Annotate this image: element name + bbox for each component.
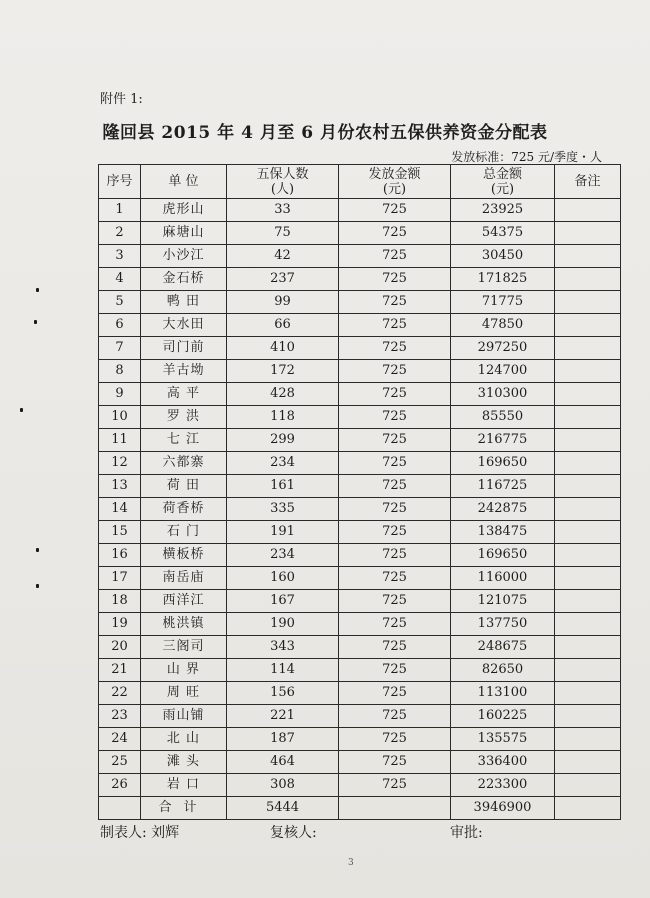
cell-count: 410 [227, 337, 339, 360]
cell-note [555, 705, 621, 728]
page-number: 3 [348, 858, 354, 868]
cell-amount: 725 [339, 222, 451, 245]
cell-count: 187 [227, 728, 339, 751]
cell-unit: 石 门 [141, 521, 227, 544]
cell-note [555, 314, 621, 337]
cell-note [555, 337, 621, 360]
cell-count: 42 [227, 245, 339, 268]
total-label: 合计 [141, 797, 227, 820]
cell-amount: 725 [339, 498, 451, 521]
cell-index: 26 [99, 774, 141, 797]
allocation-table [98, 164, 621, 820]
cell-unit: 荷 田 [141, 475, 227, 498]
cell-index: 19 [99, 613, 141, 636]
cell-amount: 725 [339, 521, 451, 544]
cell-amount: 725 [339, 268, 451, 291]
cell-count: 343 [227, 636, 339, 659]
cell-total: 242875 [451, 498, 555, 521]
cell-note [555, 728, 621, 751]
table-row [99, 429, 621, 452]
cell-note [555, 406, 621, 429]
cell-unit: 周 旺 [141, 682, 227, 705]
cell-unit: 麻塘山 [141, 222, 227, 245]
cell-unit: 山 界 [141, 659, 227, 682]
cell-amount: 725 [339, 728, 451, 751]
cell-total: 160225 [451, 705, 555, 728]
table-row [99, 475, 621, 498]
cell-total: 137750 [451, 613, 555, 636]
cell-note [555, 682, 621, 705]
cell-amount: 725 [339, 337, 451, 360]
table-row [99, 636, 621, 659]
table-row [99, 659, 621, 682]
cell-note [555, 751, 621, 774]
cell-unit: 横板桥 [141, 544, 227, 567]
cell-note [555, 774, 621, 797]
cell-amount: 725 [339, 544, 451, 567]
cell-note [555, 360, 621, 383]
cell-amount: 725 [339, 751, 451, 774]
cell-index: 18 [99, 590, 141, 613]
cell-index: 24 [99, 728, 141, 751]
cell-unit: 北 山 [141, 728, 227, 751]
cell-index: 17 [99, 567, 141, 590]
cell-total: 169650 [451, 452, 555, 475]
cell-count: 299 [227, 429, 339, 452]
table-body [99, 199, 621, 820]
table-row [99, 360, 621, 383]
cell-total: 297250 [451, 337, 555, 360]
cell-index: 21 [99, 659, 141, 682]
reviewer-label: 复核人: [270, 825, 317, 841]
cell-count: 234 [227, 544, 339, 567]
cell-count: 118 [227, 406, 339, 429]
cell-count: 191 [227, 521, 339, 544]
cell-total: 116000 [451, 567, 555, 590]
cell-unit: 金石桥 [141, 268, 227, 291]
header-count-line2: (人) [270, 181, 295, 197]
cell-total: 216775 [451, 429, 555, 452]
table-row [99, 314, 621, 337]
preparer-label: 制表人: 刘辉 [100, 825, 180, 841]
cell-amount: 725 [339, 452, 451, 475]
cell-index: 11 [99, 429, 141, 452]
table-row [99, 774, 621, 797]
cell-unit: 小沙江 [141, 245, 227, 268]
cell-total: 223300 [451, 774, 555, 797]
cell-total: 121075 [451, 590, 555, 613]
payment-standard: 发放标准：725 元/季度・人 [451, 150, 602, 164]
cell-index: 9 [99, 383, 141, 406]
cell-amount: 725 [339, 567, 451, 590]
total-row [99, 797, 621, 820]
cell-unit: 荷香桥 [141, 498, 227, 521]
cell-amount: 725 [339, 475, 451, 498]
header-note: 备注 [555, 165, 621, 199]
cell-amount: 725 [339, 199, 451, 222]
table-row [99, 590, 621, 613]
header-amount-line2: (元) [382, 181, 407, 197]
cell-index: 6 [99, 314, 141, 337]
cell-note [555, 383, 621, 406]
cell-index: 3 [99, 245, 141, 268]
cell-note [555, 544, 621, 567]
cell-unit: 三阁司 [141, 636, 227, 659]
cell-total: 23925 [451, 199, 555, 222]
cell-index: 15 [99, 521, 141, 544]
table-row [99, 337, 621, 360]
cell-note [555, 291, 621, 314]
cell-amount: 725 [339, 636, 451, 659]
cell-count: 156 [227, 682, 339, 705]
table-row [99, 498, 621, 521]
table-row [99, 452, 621, 475]
cell-amount: 725 [339, 590, 451, 613]
cell-amount: 725 [339, 682, 451, 705]
cell-unit: 虎形山 [141, 199, 227, 222]
header-total-line2: (元) [490, 181, 515, 197]
header-total [451, 165, 555, 199]
cell-unit: 岩 口 [141, 774, 227, 797]
table-row [99, 544, 621, 567]
cell-total: 71775 [451, 291, 555, 314]
cell-total: 248675 [451, 636, 555, 659]
cell-total: 47850 [451, 314, 555, 337]
cell-amount: 725 [339, 245, 451, 268]
cell-count: 75 [227, 222, 339, 245]
cell-note [555, 452, 621, 475]
cell-amount: 725 [339, 291, 451, 314]
table-row [99, 521, 621, 544]
cell-count: 161 [227, 475, 339, 498]
cell-count: 237 [227, 268, 339, 291]
cell-index: 16 [99, 544, 141, 567]
cell-index: 7 [99, 337, 141, 360]
punch-hole-mark [36, 548, 39, 552]
cell-index: 1 [99, 199, 141, 222]
cell-unit: 高 平 [141, 383, 227, 406]
cell-note [555, 797, 621, 820]
total-sum: 3946900 [451, 797, 555, 820]
table-row [99, 199, 621, 222]
cell-index: 12 [99, 452, 141, 475]
cell-note [555, 429, 621, 452]
table-row [99, 567, 621, 590]
total-amount [339, 797, 451, 820]
cell-note [555, 613, 621, 636]
cell-count: 160 [227, 567, 339, 590]
cell-total: 310300 [451, 383, 555, 406]
cell-unit: 羊古坳 [141, 360, 227, 383]
cell-unit: 雨山铺 [141, 705, 227, 728]
cell-note [555, 567, 621, 590]
cell-unit: 鸭 田 [141, 291, 227, 314]
table-row [99, 682, 621, 705]
table-row [99, 245, 621, 268]
header-count-line1: 五保人数 [256, 166, 309, 182]
punch-hole-mark [36, 288, 39, 292]
cell-index: 4 [99, 268, 141, 291]
cell-amount: 725 [339, 314, 451, 337]
cell-unit: 罗 洪 [141, 406, 227, 429]
cell-unit: 滩 头 [141, 751, 227, 774]
cell-unit: 司门前 [141, 337, 227, 360]
cell-count: 308 [227, 774, 339, 797]
cell-amount: 725 [339, 705, 451, 728]
cell-total: 169650 [451, 544, 555, 567]
cell-count: 167 [227, 590, 339, 613]
cell-note [555, 498, 621, 521]
table-header-row [99, 165, 621, 199]
cell-index: 13 [99, 475, 141, 498]
cell-count: 66 [227, 314, 339, 337]
cell-index: 8 [99, 360, 141, 383]
header-total-line1: 总金额 [482, 166, 522, 182]
cell-total: 113100 [451, 682, 555, 705]
cell-note [555, 222, 621, 245]
cell-count: 464 [227, 751, 339, 774]
table-row [99, 728, 621, 751]
cell-note [555, 199, 621, 222]
cell-note [555, 659, 621, 682]
cell-note [555, 245, 621, 268]
approver-label: 审批: [450, 825, 483, 841]
cell-unit: 六都寨 [141, 452, 227, 475]
cell-note [555, 268, 621, 291]
document-title: 隆回县 2015 年 4 月至 6 月份农村五保供养资金分配表 [102, 123, 548, 143]
cell-index: 14 [99, 498, 141, 521]
cell-total: 171825 [451, 268, 555, 291]
cell-total: 54375 [451, 222, 555, 245]
header-amount [339, 165, 451, 199]
header-unit: 单 位 [141, 165, 227, 199]
cell-total: 30450 [451, 245, 555, 268]
cell-count: 335 [227, 498, 339, 521]
table-row [99, 705, 621, 728]
punch-hole-mark [34, 320, 37, 324]
cell-count: 190 [227, 613, 339, 636]
cell-unit: 南岳庙 [141, 567, 227, 590]
cell-index: 2 [99, 222, 141, 245]
header-count [227, 165, 339, 199]
cell-total: 85550 [451, 406, 555, 429]
table-row [99, 291, 621, 314]
punch-hole-mark [36, 584, 39, 588]
cell-unit: 西洋江 [141, 590, 227, 613]
cell-count: 172 [227, 360, 339, 383]
cell-note [555, 590, 621, 613]
cell-unit: 大水田 [141, 314, 227, 337]
cell-amount: 725 [339, 383, 451, 406]
cell-amount: 725 [339, 613, 451, 636]
cell-total: 135575 [451, 728, 555, 751]
cell-count: 114 [227, 659, 339, 682]
table-row [99, 751, 621, 774]
cell-total: 116725 [451, 475, 555, 498]
table-row [99, 406, 621, 429]
cell-index: 25 [99, 751, 141, 774]
cell-index: 5 [99, 291, 141, 314]
cell-index: 10 [99, 406, 141, 429]
attachment-label: 附件 1: [100, 92, 143, 107]
table-row [99, 222, 621, 245]
cell-note [555, 521, 621, 544]
cell-index: 23 [99, 705, 141, 728]
cell-note [555, 475, 621, 498]
table-row [99, 268, 621, 291]
cell-count: 99 [227, 291, 339, 314]
table-row [99, 383, 621, 406]
cell-total: 138475 [451, 521, 555, 544]
cell-amount: 725 [339, 360, 451, 383]
cell-index [99, 797, 141, 820]
cell-count: 33 [227, 199, 339, 222]
cell-amount: 725 [339, 406, 451, 429]
cell-unit: 七 江 [141, 429, 227, 452]
cell-count: 221 [227, 705, 339, 728]
cell-total: 82650 [451, 659, 555, 682]
cell-index: 20 [99, 636, 141, 659]
cell-count: 234 [227, 452, 339, 475]
cell-note [555, 636, 621, 659]
cell-total: 124700 [451, 360, 555, 383]
cell-unit: 桃洪镇 [141, 613, 227, 636]
header-amount-line1: 发放金额 [368, 166, 421, 182]
punch-hole-mark [20, 408, 23, 412]
table-row [99, 613, 621, 636]
cell-amount: 725 [339, 659, 451, 682]
cell-amount: 725 [339, 429, 451, 452]
cell-total: 336400 [451, 751, 555, 774]
total-count: 5444 [227, 797, 339, 820]
header-index: 序号 [99, 165, 141, 199]
cell-index: 22 [99, 682, 141, 705]
cell-amount: 725 [339, 774, 451, 797]
cell-count: 428 [227, 383, 339, 406]
